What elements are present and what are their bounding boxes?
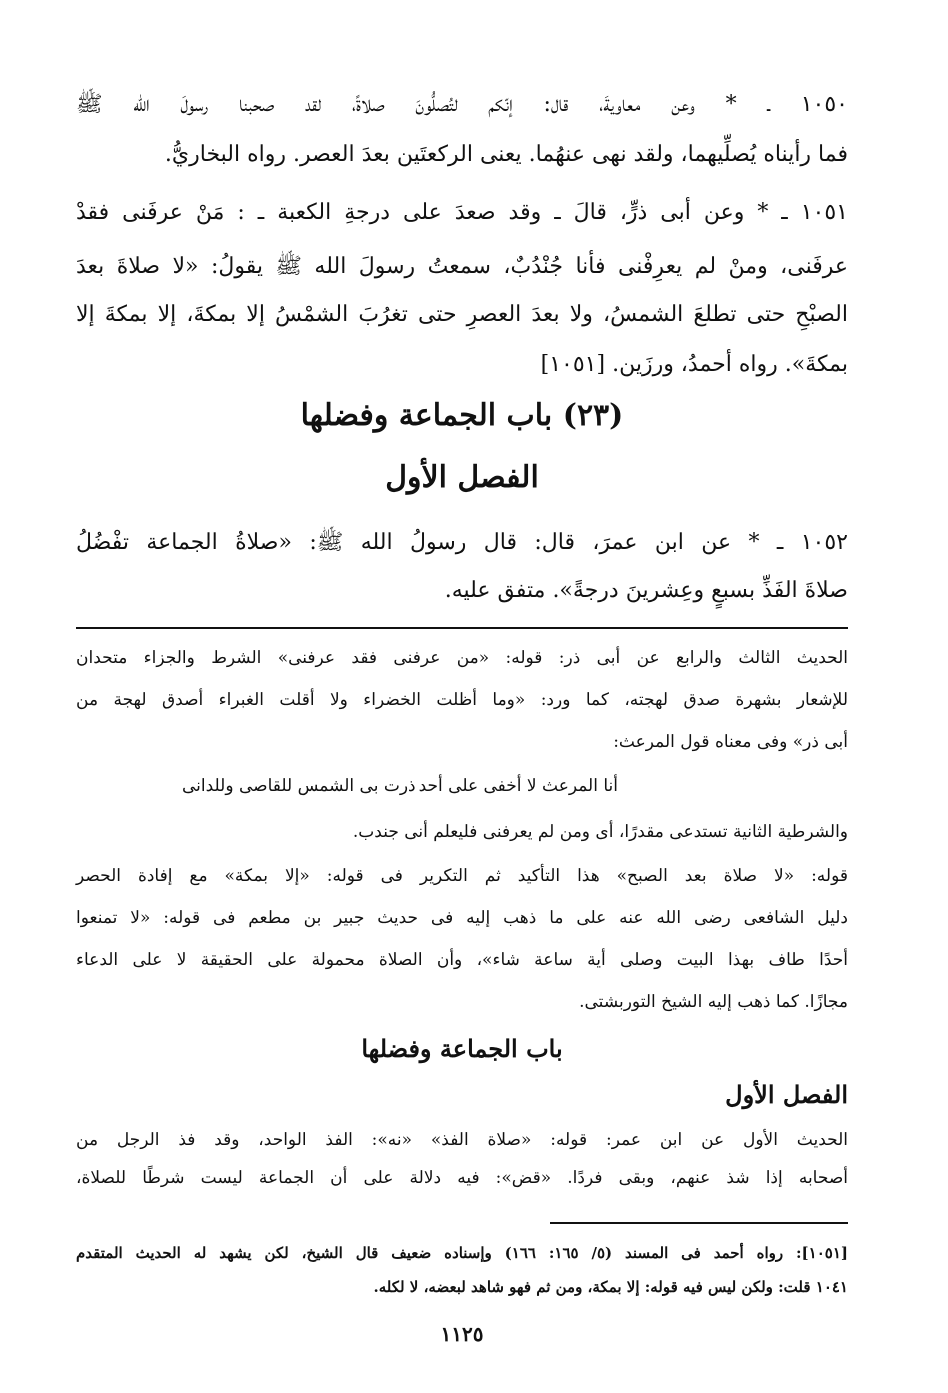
chapter-title: (٢٣) باب الجماعة وفضلها (300, 398, 624, 433)
commentary-line: قوله: «لا صلاة بعد الصبح» هذا التأكيد ثم التكرير فى قوله: «إلا بمكة» مع إفادة الحصر (76, 866, 848, 886)
commentary-line: للإشعار بشهرة صدق لهجته، كما ورد: «وما أظلت الخضراء ولا أقلت الغبراء أصدق لهجة من (76, 690, 848, 710)
hadith-1051-line-3: الصبْحِ حتى تطلعَ الشمسُ، ولا بعدَ العصرِ حتى تغرُبَ الشمْسُ إلا بمكةَ، إلا بمكةَ إلا (76, 302, 848, 327)
footnote-rule (550, 1222, 848, 1224)
commentary-line: مجازًا. كما ذهب إليه الشيخ التوربشتى. (579, 992, 848, 1012)
page-number: ١١٢٥ (440, 1322, 484, 1346)
commentary-line: دليل الشافعى رضى الله عنه على ما ذهب إليه فى حديث جبير بن مطعم فى قوله: «لا تمنعوا (76, 908, 848, 928)
commentary-section-heading: الفصل الأول (725, 1080, 848, 1109)
hadith-1052-line-1: ١٠٥٢ ـ * عن ابن عمرَ، قال: قال رسولُ الله ﷺ: «صلاةُ الجماعة تفْضُلُ (76, 530, 848, 555)
section-title: الفصل الأول (385, 460, 539, 495)
hadith-1050-line-1: ١٠٥٠ ـ * وعن معاويةَ، قال: إنّكم لتُصلُّونَ صلاةً، لقد صحبنا رسولَ الله ﷺ (76, 92, 848, 117)
commentary-line: الحديث الأول عن ابن عمر: قوله: «صلاة الفذ» «نه»: الفذ الواحد، وقد فذ الرجل من (76, 1130, 848, 1150)
commentary-line: أبى ذر» وفى معناه قول المرعث: (613, 732, 848, 752)
commentary-chapter-heading: باب الجماعة وفضلها (361, 1034, 563, 1063)
hadith-1050-line-2: فما رأيناه يُصلِّيهما، ولقد نهى عنهُما. يعنى الركعتَين بعدَ العصر. رواه البخاريُّ. (164, 142, 848, 167)
commentary-line: أصحابه إذا شذ عنهم، وبقى فردًا. «قض»: فيه دلالة على أن الجماعة ليست شرطًا للصلاة، (76, 1168, 848, 1188)
hadith-1051-line-1: ١٠٥١ ـ * وعن أبى ذرٍّ، قالَ ـ وقد صعدَ على درجةِ الكعبة ـ : مَنْ عرفَنى فقدْ (76, 200, 848, 225)
hadith-1051-line-4: بمكةَ». رواه أحمدُ، ورزَين. [١٠٥١] (540, 352, 848, 377)
separator-rule (76, 627, 848, 629)
footnote-line: [١٠٥١]: رواه أحمد فى المسند (٥/ ١٦٥: ١٦٦) وإسناده ضعيف قال الشيخ، لكن يشهد له الحديث المتقدم (76, 1244, 848, 1262)
hadith-1051-line-2: عرفَنى، ومنْ لم يعرِفْنى فأنا جُنْدُبٌ، سمعتُ رسولَ الله ﷺ يقولُ: «لا صلاةَ بعدَ (76, 254, 848, 279)
footnote-line: ١٠٤١ قلت: ولكن ليس فيه قوله: إلا بمكة، ومن ثم فهو شاهد لبعضه، لا لكله. (373, 1278, 848, 1296)
book-page (76, 0, 848, 1393)
commentary-line: والشرطية الثانية تستدعى مقدرًا، أى ومن لم يعرفنى فليعلم أنى جندب. (352, 822, 848, 842)
hadith-1052-line-2: صلاةَ الفَذِّ بسبعٍ وعِشرينَ درجةً». متفق عليه. (444, 578, 848, 603)
commentary-line: الحديث الثالث والرابع عن أبى ذر: قوله: «من عرفنى فقد عرفنى» الشرط والجزاء متحدان (76, 648, 848, 668)
verse-first-hemistich: أنا المرعث لا أخفى على أحد (418, 776, 618, 796)
commentary-line: أحدًا طاف بهذا البيت وصلى أية ساعة شاء»، وأن الصلاة محمولة على الحقيقة لا على الدعاء (76, 950, 848, 970)
verse-second-hemistich: ذرت بى الشمس للقاصى وللدانى (182, 776, 416, 796)
